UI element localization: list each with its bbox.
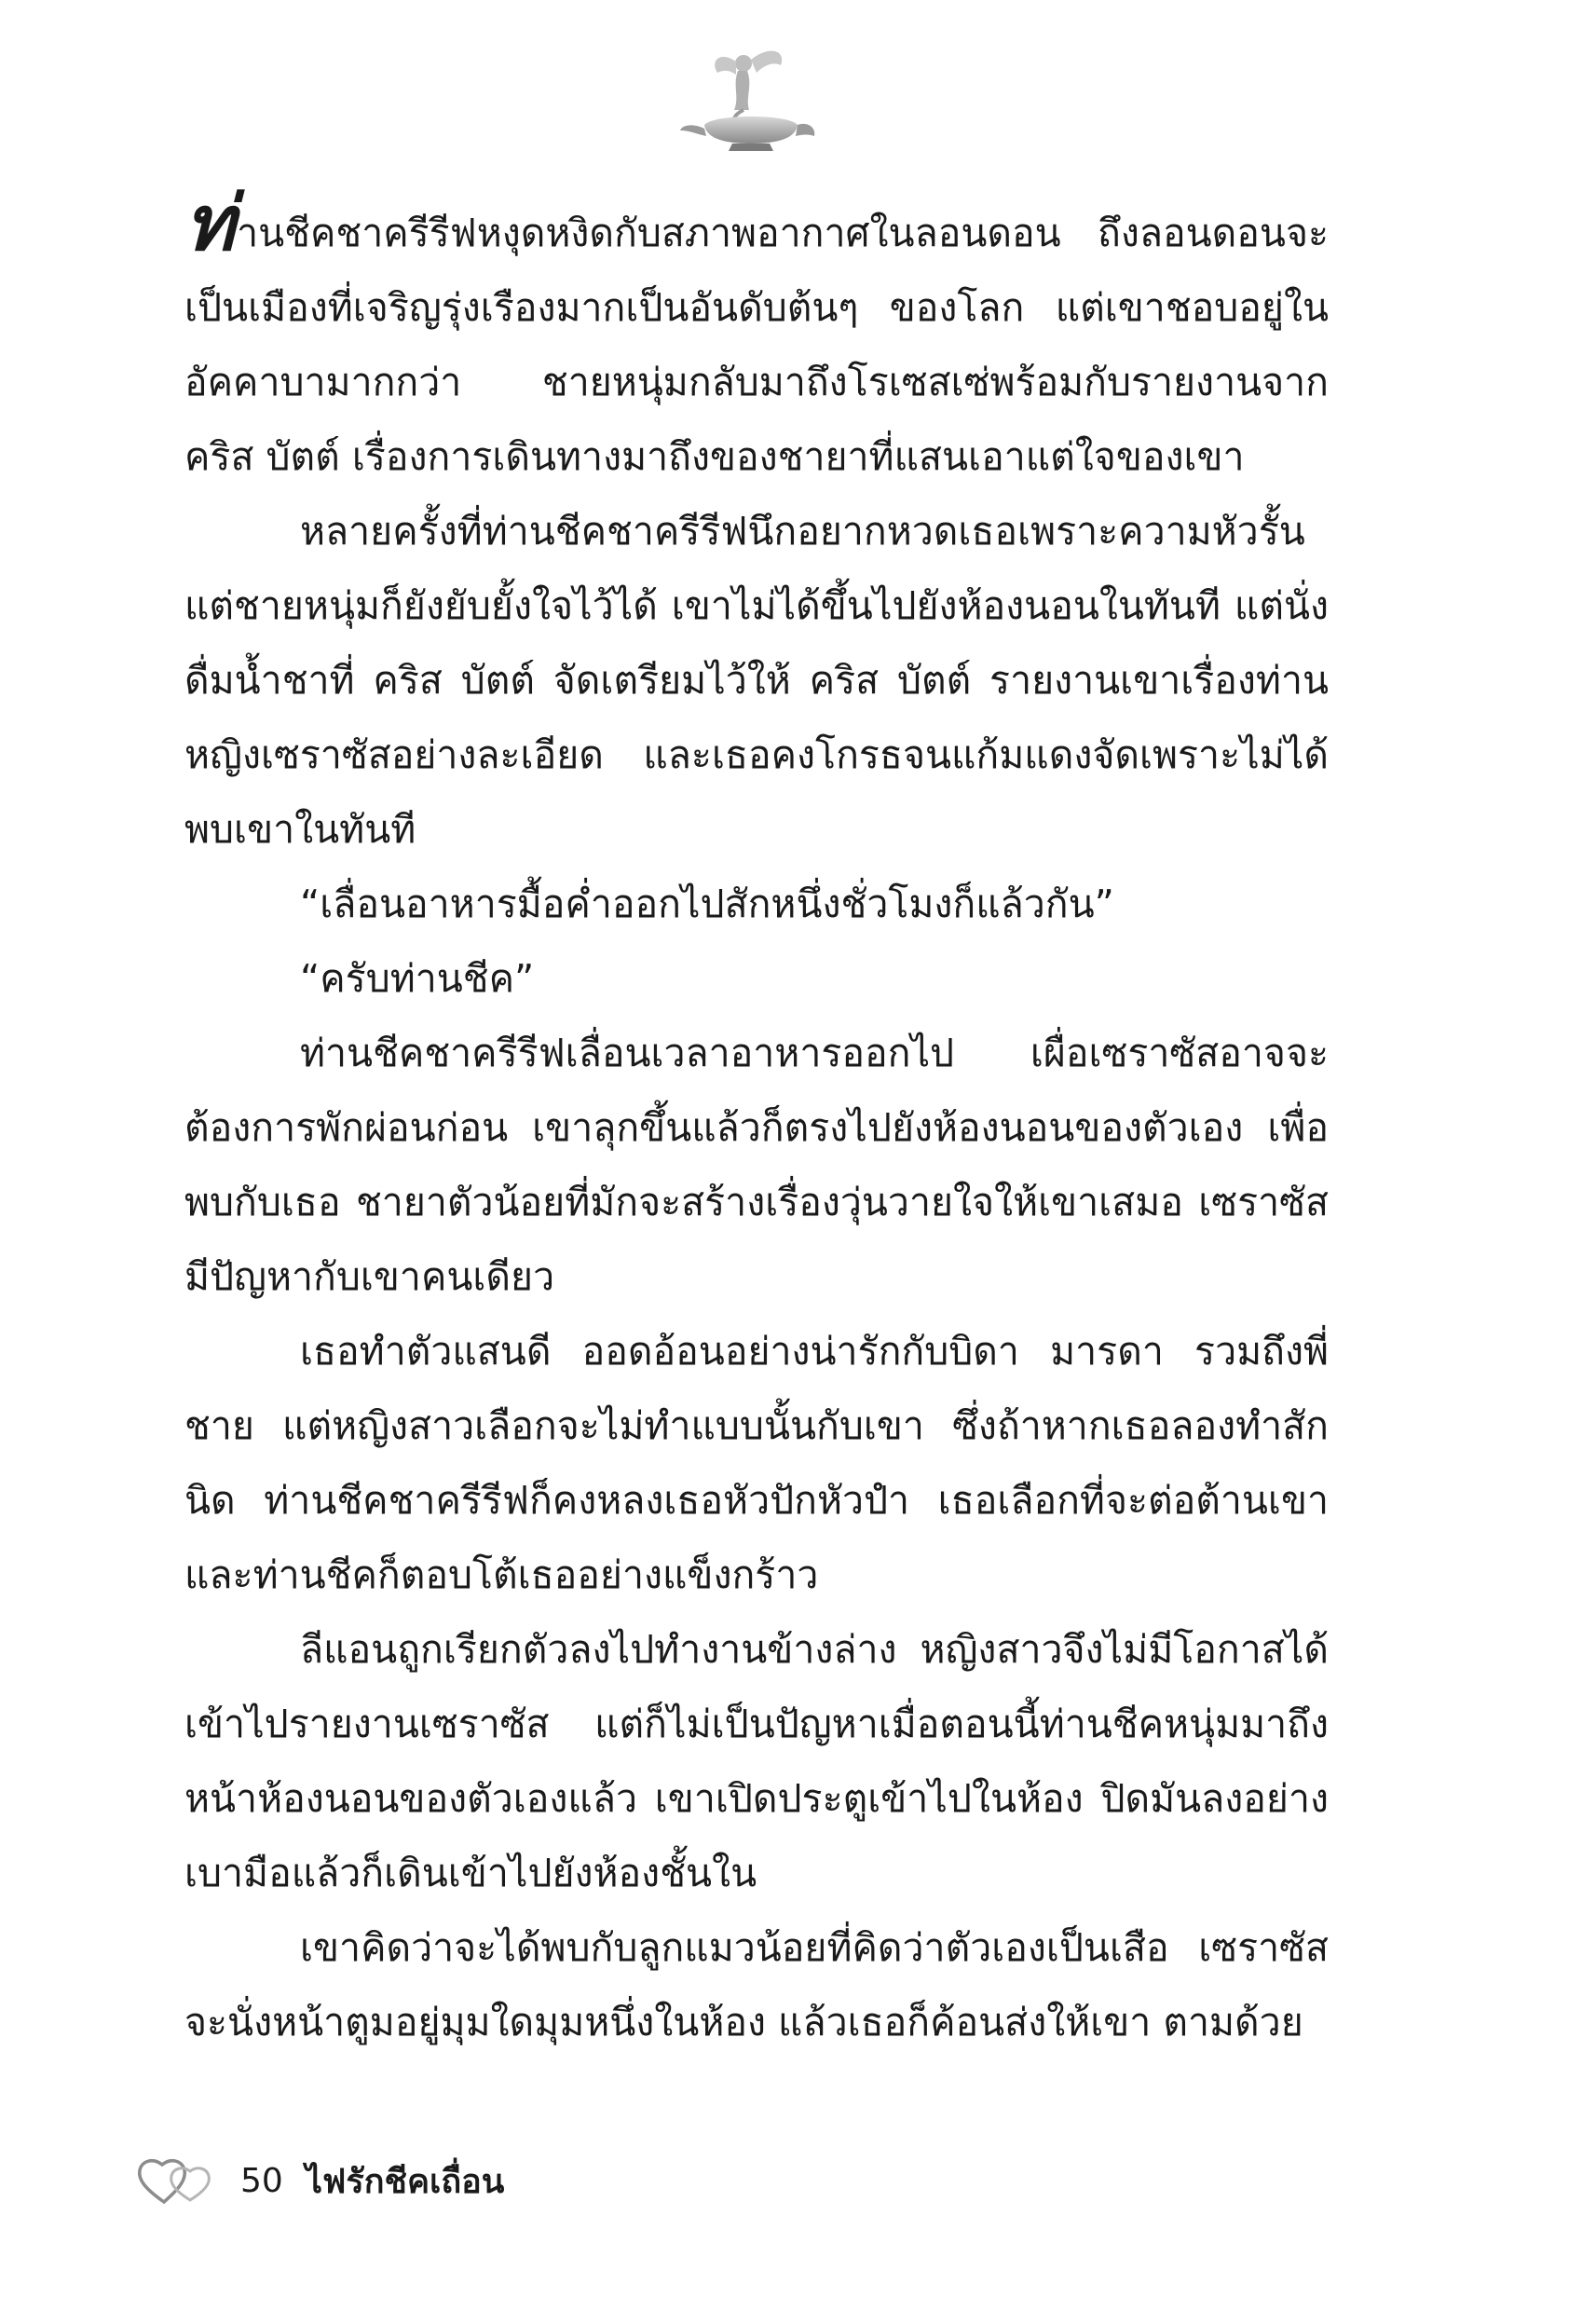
body-text	[184, 179, 1329, 2059]
cupid-genie-lamp-icon	[676, 45, 825, 157]
paragraph-3: “เลื่อนอาหารมื้อค่ำออกไปสักหนึ่งชั่วโมงก็แล้วกัน”	[300, 882, 1114, 926]
paragraph-4: “ครับท่านชีค”	[300, 956, 535, 1001]
paragraph-5: ท่านชีคชาครีรีฟเลื่อนเวลาอาหารออกไป เผื่อเซราซัสอาจจะต้องการพักผ่อนก่อน เขาลุกขึ้นแล้วก็ตรงไปยังห้องนอนของตัวเอง เพื่อพบกับเธอ ชายาตัวน้อยที่มักจะสร้างเรื่องวุ่นวายใจให้เขาเสมอ เซราซัสมีปัญหากับเขาคนเดียว	[184, 1031, 1329, 1299]
paragraph-text: านชีคชาครีรีฟหงุดหงิดกับสภาพอากาศในลอนดอน ถึงลอนดอนจะเป็นเมืองที่เจริญรุ่งเรืองมากเป็นอันดับต้นๆ ของโลก แต่เขาชอบอยู่ในอัคคาบามากกว่า ชายหนุ่มกลับมาถึงโรเซสเซ่พร้อมกับรายงานจาก คริส บัตต์ เรื่องการเดินทางมาถึงของชายาที่แสนเอาแต่ใจของเขา	[184, 211, 1329, 479]
drop-cap: ท่	[184, 179, 236, 268]
paragraph-2: หลายครั้งที่ท่านชีคชาครีรีฟนึกอยากหวดเธอเพราะความหัวรั้น แต่ชายหนุ่มก็ยังยับยั้งใจไว้ได้ เขาไม่ได้ขึ้นไปยังห้องนอนในทันที แต่นั่งดื่มน้ำชาที่ คริส บัตต์ จัดเตรียมไว้ให้ คริส บัตต์ รายงานเขาเรื่องท่านหญิงเซราซัสอย่างละเอียด และเธอคงโกรธจนแก้มแดงจัดเพราะไม่ได้พบเขาในทันที	[184, 509, 1329, 852]
page-number: 50	[240, 2161, 283, 2200]
paragraph-6: เธอทำตัวแสนดี ออดอ้อนอย่างน่ารักกับบิดา มารดา รวมถึงพี่ชาย แต่หญิงสาวเลือกจะไม่ทำแบบนั้นกับเขา ซึ่งถ้าหากเธอลองทำสักนิด ท่านชีคชาครีรีฟก็คงหลงเธอหัวปักหัวปำ เธอเลือกที่จะต่อต้านเขา และท่านชีคก็ตอบโต้เธออย่างแข็งกร้าว	[184, 1329, 1329, 1597]
paragraph-1	[184, 179, 1329, 494]
paragraph-8: เขาคิดว่าจะได้พบกับลูกแมวน้อยที่คิดว่าตัวเองเป็นเสือ เซราซัสจะนั่งหน้าตูมอยู่มุมใดมุมหนึ่งในห้อง แล้วเธอก็ค้อนส่งให้เขา ตามด้วย	[184, 1925, 1329, 2044]
double-heart-outline-icon	[136, 2154, 222, 2208]
paragraph-7: ลีแอนถูกเรียกตัวลงไปทำงานข้างล่าง หญิงสาวจึงไม่มีโอกาสได้เข้าไปรายงานเซราซัส แต่ก็ไม่เป็นปัญหาเมื่อตอนนี้ท่านชีคหนุ่มมาถึงหน้าห้องนอนของตัวเองแล้ว เขาเปิดประตูเข้าไปในห้อง ปิดมันลงอย่างเบามือแล้วก็เดินเข้าไปยังห้องชั้นใน	[184, 1627, 1329, 1895]
book-title: ไฟรักชีคเถื่อน	[305, 2162, 505, 2201]
page-footer	[136, 2153, 504, 2208]
